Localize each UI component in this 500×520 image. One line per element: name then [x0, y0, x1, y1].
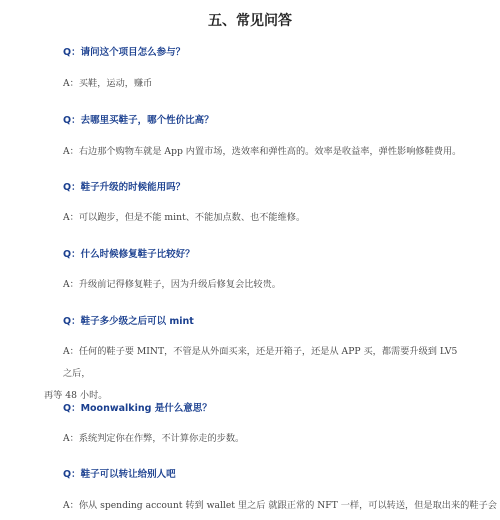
- faq-question: Q：鞋子多少级之后可以 mint: [63, 316, 194, 327]
- faq-answer: A：买鞋，运动，赚币: [63, 78, 153, 89]
- faq-answer: A：升级前记得修复鞋子，因为升级后修复会比较贵。: [63, 279, 281, 290]
- faq-question: Q：鞋子可以转让给别人吧: [63, 469, 176, 480]
- faq-answer: A：可以跑步，但是不能 mint、不能加点数、也不能维修。: [63, 212, 306, 223]
- faq-answer-line: A：任何的鞋子要 MINT，不管是从外面买来，还是开箱子，还是从 APP 买，都需要升级到 LV5 之后，: [63, 346, 458, 379]
- faq-answer: A：右边那个购物车就是 App 内置市场，选效率和弹性高的。效率是收益率，弹性影响修鞋费用。: [63, 146, 462, 157]
- faq-question: Q：Moonwalking 是什么意思？: [63, 403, 212, 414]
- faq-question: Q：鞋子升级的时候能用吗？: [63, 182, 186, 193]
- page-title: 五、常见问答: [208, 13, 292, 29]
- faq-answer: A：你从 spending account 转到 wallet 里之后 就跟正常的 NFT 一样，可以转送，但是取出来的鞋子会: [63, 500, 497, 511]
- faq-answer-line: 再等 48 小时。: [44, 390, 108, 401]
- faq-question: Q：请问这个项目怎么参与？: [63, 47, 186, 58]
- faq-answer: [44, 341, 466, 407]
- faq-answer: A：系统判定你在作弊，不计算你走的步数。: [63, 433, 245, 444]
- faq-question: Q：什么时候修复鞋子比较好？: [63, 249, 195, 260]
- faq-question: Q：去哪里买鞋子，哪个性价比高？: [63, 115, 214, 126]
